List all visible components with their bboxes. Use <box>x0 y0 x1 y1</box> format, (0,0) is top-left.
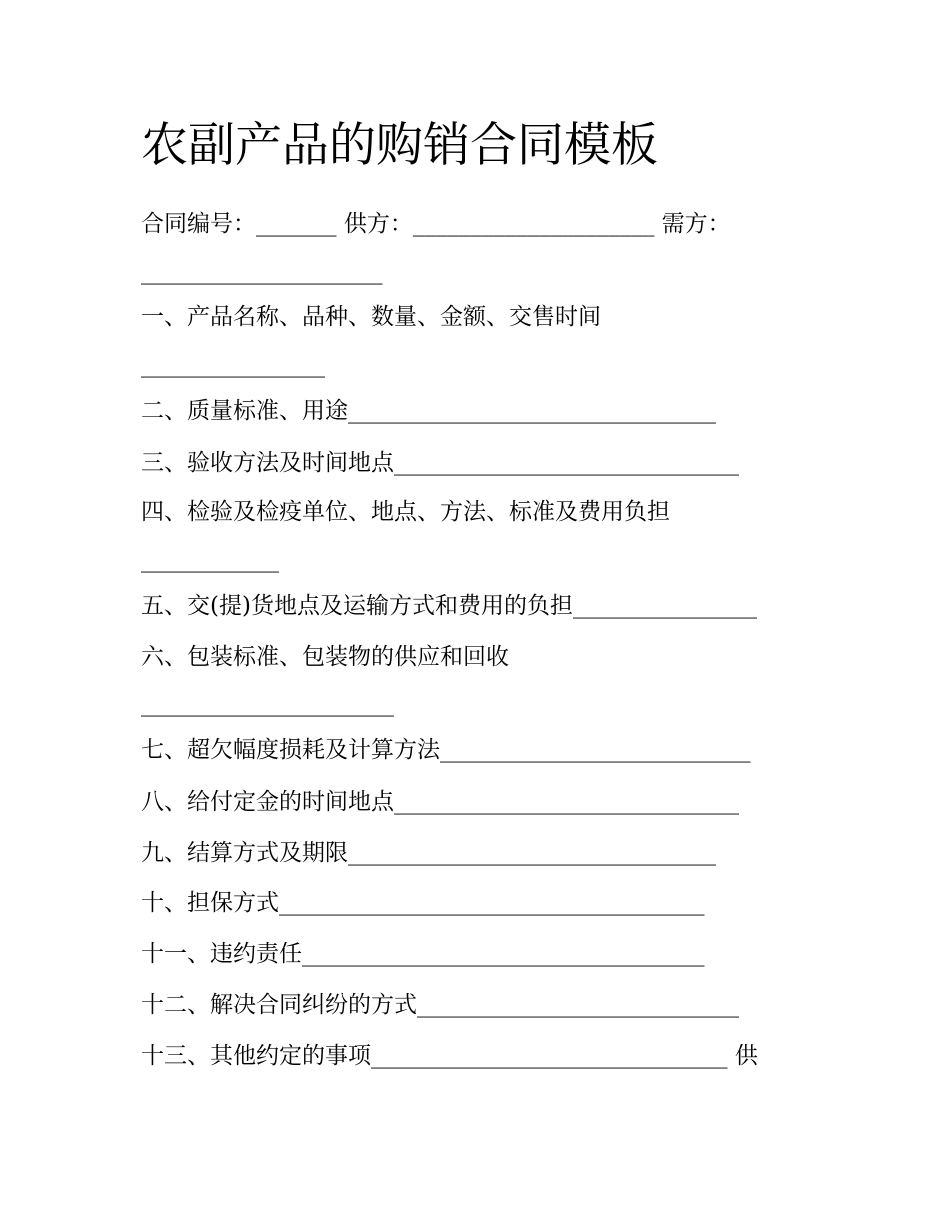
clause-8 <box>141 786 739 818</box>
clause-text: 一、产品名称、品种、数量、金额、交售时间 <box>141 304 601 330</box>
clause-1 <box>141 301 601 333</box>
clause-5 <box>141 590 757 622</box>
clause-13 <box>141 1040 758 1072</box>
clause-blank: ____________________________ <box>417 992 739 1018</box>
clause-blank: ________________________________ <box>348 398 716 424</box>
clause-text: 十一、违约责任 <box>141 941 302 967</box>
clause-text: 四、检验及检疫单位、地点、方法、标准及费用负担 <box>141 499 670 525</box>
clause-blank: ________________________________ <box>348 840 716 866</box>
contract-no-label: 合同编号： <box>141 211 256 237</box>
clause-text: 十二、解决合同纠纷的方式 <box>141 992 417 1018</box>
clause-blank: _____________________________________ <box>279 890 705 916</box>
clause-6 <box>141 641 509 673</box>
clause-text: 五、交(提)货地点及运输方式和费用的负担 <box>141 593 573 619</box>
clause-text: 六、包装标准、包装物的供应和回收 <box>141 644 509 670</box>
clause-blank: ___________________________ <box>440 737 751 763</box>
clause-blank: ____________ <box>141 547 279 573</box>
clause-blank: _______________________________ <box>371 1043 728 1069</box>
clause-4-blank-line <box>141 544 279 576</box>
clause-12 <box>141 989 739 1021</box>
buyer-blank: _____________________ <box>141 259 383 285</box>
clause-10 <box>141 887 705 919</box>
clause-blank: ______________________ <box>141 691 394 717</box>
supplier-label: 供方： <box>343 211 413 237</box>
contract-header-line <box>141 208 731 240</box>
clause-blank: ___________________________________ <box>302 941 705 967</box>
clause-text: 三、验收方法及时间地点 <box>141 450 394 476</box>
clause-11 <box>141 938 705 970</box>
clause-text: 二、质量标准、用途 <box>141 398 348 424</box>
buyer-label: 需方： <box>661 211 731 237</box>
clause-6-blank-line <box>141 688 394 720</box>
clause-text: 八、给付定金的时间地点 <box>141 789 394 815</box>
buyer-blank-line <box>141 256 383 288</box>
supplier-blank: _____________________ <box>412 211 655 237</box>
clause-3 <box>141 447 739 479</box>
clause-text: 九、结算方式及期限 <box>141 840 348 866</box>
clause-trailing-text: 供 <box>734 1043 758 1069</box>
clause-2 <box>141 395 716 427</box>
document-title: 农副产品的购销合同模板 <box>141 118 658 173</box>
clause-blank: ________________ <box>141 352 325 378</box>
clause-text: 十、担保方式 <box>141 890 279 916</box>
clause-7 <box>141 734 751 766</box>
clause-blank: ______________________________ <box>394 450 739 476</box>
contract-no-blank: _______ <box>256 211 337 237</box>
clause-4 <box>141 496 670 528</box>
clause-text: 十三、其他约定的事项 <box>141 1043 371 1069</box>
clause-blank: ________________ <box>572 593 757 619</box>
clause-blank: ______________________________ <box>394 789 739 815</box>
clause-9 <box>141 837 716 869</box>
clause-1-blank-line <box>141 349 325 381</box>
clause-text: 七、超欠幅度损耗及计算方法 <box>141 737 440 763</box>
